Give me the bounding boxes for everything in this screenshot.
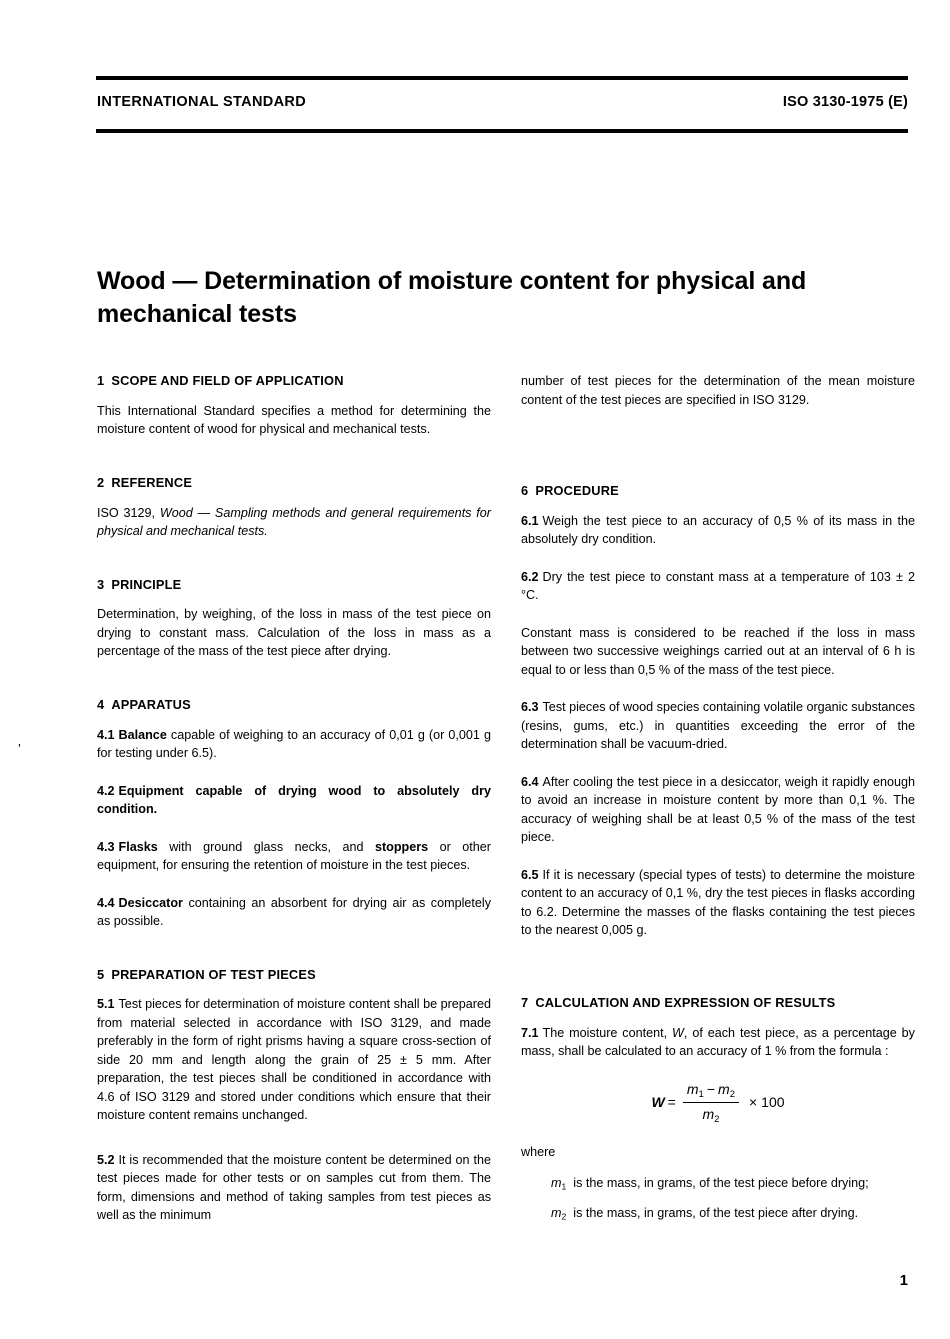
- right-column: [521, 372, 915, 1223]
- section-6-title: PROCEDURE: [535, 483, 619, 498]
- clause-4-3-text-2: or other equipment, for ensuring the retention of moisture in the test pieces.: [97, 839, 491, 873]
- definition-m2: [551, 1204, 915, 1223]
- section-4-heading: [97, 696, 491, 715]
- formula-denominator: [683, 1103, 739, 1127]
- clause-6-5: [521, 866, 915, 940]
- clause-5-2-number: 5.2: [97, 1152, 115, 1167]
- section-3-paragraph: Determination, by weighing, of the loss in mass of the test piece on drying to constant mass. Calculation of the loss in mass as a percentage of the mass of the test piece after drying.: [97, 607, 491, 659]
- section-7-title: CALCULATION AND EXPRESSION OF RESULTS: [535, 994, 836, 1010]
- clause-5-2-continuation: number of test pieces for the determination of the mean moisture content of the test pieces are specified in ISO 3129.: [521, 374, 915, 407]
- header-standard-label: INTERNATIONAL STANDARD: [97, 94, 307, 110]
- definition-m1-sub: 1: [561, 1181, 567, 1192]
- spacer: [97, 941, 491, 966]
- page-number: 1: [899, 1272, 908, 1289]
- symbol-definitions: [551, 1174, 915, 1223]
- header-document-number: ISO 3130-1975 (E): [782, 94, 908, 110]
- clause-4-1: [97, 726, 491, 763]
- clause-5-1-text: Test pieces for determination of moisture content shall be prepared from material selected in accordance with ISO 3129, and made preferably in the form of right prisms having a square cross-section of side 20 mm and length along the grain of 25 ± 5 mm. After preparation, the test pieces shall be conditioned in accordance with 4.6 of ISO 3129 and stored under conditions which ensure that their moisture content remains unchanged.: [97, 997, 491, 1123]
- clause-4-3-number: 4.3: [97, 839, 115, 854]
- constant-mass-note: Constant mass is considered to be reached if the loss in mass between two successive weighings carried out at an interval of 6 h is equal to or less than 0,5 % of the mass of the test piece.: [521, 625, 915, 677]
- section-2-title: REFERENCE: [111, 474, 193, 490]
- clause-5-1-number: 5.1: [97, 997, 115, 1012]
- section-4-title: APPARATUS: [111, 696, 191, 712]
- clause-4-4: [97, 894, 491, 931]
- clause-5-2-text: It is recommended that the moisture content be determined on the test pieces made for other tests or on samples cut from them. The form, dimensions and method of taking samples from test pieces as well as the minimum: [97, 1152, 491, 1223]
- spacer: [521, 950, 915, 994]
- clause-4-3-text: with ground glass necks, and: [157, 839, 375, 854]
- formula-times: ×: [748, 1093, 758, 1110]
- clause-4-1-lead: Balance: [118, 727, 167, 742]
- left-column: [97, 372, 491, 1225]
- clause-7-1-number: 7.1: [521, 1025, 539, 1040]
- clause-4-2-number: 4.2: [97, 783, 115, 798]
- section-5-number: 5: [97, 966, 105, 982]
- section-1-title: SCOPE AND FIELD OF APPLICATION: [111, 373, 344, 388]
- formula-equals: =: [667, 1093, 676, 1110]
- clause-6-5-number: 6.5: [521, 867, 539, 882]
- section-5-heading: [97, 966, 491, 985]
- definition-m1-symbol: [551, 1176, 566, 1190]
- section-2-reference: [97, 504, 491, 541]
- section-5-title: PREPARATION OF TEST PIECES: [111, 966, 316, 982]
- clause-4-4-text: containing an absorbent for drying air as completely as possible.: [97, 895, 491, 929]
- spacer: [521, 419, 915, 482]
- clause-4-3-lead-2: stoppers: [374, 839, 429, 854]
- header-rule-top: [96, 76, 908, 80]
- section-1-number: 1: [97, 373, 105, 388]
- clause-6-1: [521, 512, 915, 549]
- page-title: Wood — Determination of moisture content for physical and mechanical tests: [97, 266, 807, 328]
- clause-4-4-number: 4.4: [97, 895, 115, 910]
- section-2-number: 2: [97, 474, 105, 490]
- clause-7-1-text-a: The moisture content,: [542, 1025, 673, 1040]
- section-7-number: 7: [521, 994, 529, 1010]
- spacer: [521, 857, 915, 866]
- clause-6-4-number: 6.4: [521, 774, 539, 789]
- formula-m2-base: m: [718, 1080, 730, 1097]
- clause-6-2: [521, 568, 915, 605]
- clause-4-3: [97, 838, 491, 875]
- formula-m2-sub: 2: [729, 1088, 735, 1100]
- spacer: [521, 689, 915, 698]
- where-label: where: [521, 1145, 556, 1160]
- clause-6-5-text: If it is necessary (special types of tests) to determine the moisture content to an accuracy of 0,1 %, dry the test pieces in flasks according to 6.2. Determine the masses of the flasks containing the test pieces to the nearest 0,005 g.: [521, 867, 915, 938]
- formula-m1-base: m: [686, 1080, 699, 1097]
- spacer: [97, 773, 491, 782]
- clause-6-3: [521, 698, 915, 754]
- section-1-paragraph: This International Standard specifies a method for determining the moisture content of wood for physical and mechanical tests.: [97, 403, 491, 437]
- clause-6-3-number: 6.3: [521, 700, 539, 715]
- clause-7-1-text-b: , of each test piece, as a percentage by mass, shall be calculated to an accuracy of 1 % from the formula :: [521, 1025, 915, 1059]
- spacer: [521, 615, 915, 624]
- formula-expression: [651, 1079, 784, 1128]
- section-7-heading: [521, 994, 915, 1013]
- moisture-content-formula: [521, 1079, 915, 1128]
- clause-6-1-number: 6.1: [521, 513, 539, 528]
- formula-lhs: W: [651, 1093, 665, 1110]
- clause-4-2: [97, 782, 491, 819]
- formula-numerator: [683, 1079, 739, 1104]
- spacer: [97, 551, 491, 576]
- formula-den-sub: 2: [714, 1114, 720, 1126]
- spacer: [521, 764, 915, 773]
- clause-7-1-variable: W: [672, 1025, 684, 1040]
- definition-m2-symbol: [551, 1206, 566, 1220]
- clause-5-1: [97, 995, 491, 1125]
- spacer: [97, 829, 491, 838]
- clause-6-4: [521, 773, 915, 847]
- definition-m1: [551, 1174, 915, 1193]
- clause-6-2-text: Dry the test piece to constant mass at a temperature of 103 ± 2 °C.: [521, 569, 915, 603]
- clause-4-3-lead: Flasks: [118, 839, 158, 854]
- margin-revision-mark: ’: [18, 741, 21, 756]
- spacer: [97, 885, 491, 894]
- clause-4-2-lead: Equipment capable of drying wood to absolutely dry condition.: [97, 783, 491, 817]
- formula-den-base: m: [702, 1106, 715, 1123]
- section-1-heading: [97, 372, 491, 391]
- clause-5-2: [97, 1151, 491, 1225]
- section-6-number: 6: [521, 483, 529, 498]
- section-6-heading: [521, 482, 915, 501]
- definition-m2-base: m: [551, 1205, 562, 1220]
- clause-6-3-text: Test pieces of wood species containing volatile organic substances (resins, gums, etc.) in quantities exceeding the error of the determination shall be vacuum-dried.: [521, 700, 915, 752]
- clause-4-1-number: 4.1: [97, 727, 115, 742]
- clause-6-2-number: 6.2: [521, 569, 539, 584]
- formula-factor: 100: [761, 1093, 785, 1110]
- formula-minus: −: [706, 1080, 716, 1097]
- formula-m1-sub: 1: [698, 1088, 704, 1100]
- spacer: [97, 449, 491, 474]
- section-2-heading: [97, 474, 491, 493]
- spacer: [521, 559, 915, 568]
- spacer: [97, 1135, 491, 1151]
- clause-7-1: [521, 1024, 915, 1061]
- reference-title: Wood — Sampling methods and general requirements for physical and mechanical tests.: [97, 505, 491, 539]
- section-3-heading: [97, 576, 491, 595]
- clause-4-1-text: capable of weighing to an accuracy of 0,01 g (or 0,001 g for testing under 6.5).: [97, 727, 491, 761]
- definition-m1-text: is the mass, in grams, of the test piece before drying;: [573, 1175, 869, 1190]
- spacer: [97, 671, 491, 696]
- definition-m2-sub: 2: [561, 1211, 567, 1222]
- section-3-number: 3: [97, 576, 105, 592]
- section-4-number: 4: [97, 696, 105, 712]
- definition-m1-base: m: [551, 1175, 562, 1190]
- header-rule-bottom: [96, 129, 908, 133]
- clause-4-4-lead: Desiccator: [118, 895, 183, 910]
- clause-6-4-text: After cooling the test piece in a desiccator, weigh it rapidly enough to avoid an increase in moisture content by more than 0,1 %. The accuracy of weighing shall be at least 0,5 % of the mass of the test piece.: [521, 774, 915, 845]
- clause-6-1-text: Weigh the test piece to an accuracy of 0,5 % of its mass in the absolutely dry condition.: [521, 513, 915, 547]
- reference-designation: ISO 3129,: [97, 505, 160, 520]
- definition-m2-text: is the mass, in grams, of the test piece after drying.: [573, 1205, 859, 1220]
- section-3-title: PRINCIPLE: [111, 576, 182, 592]
- formula-fraction: [683, 1079, 739, 1128]
